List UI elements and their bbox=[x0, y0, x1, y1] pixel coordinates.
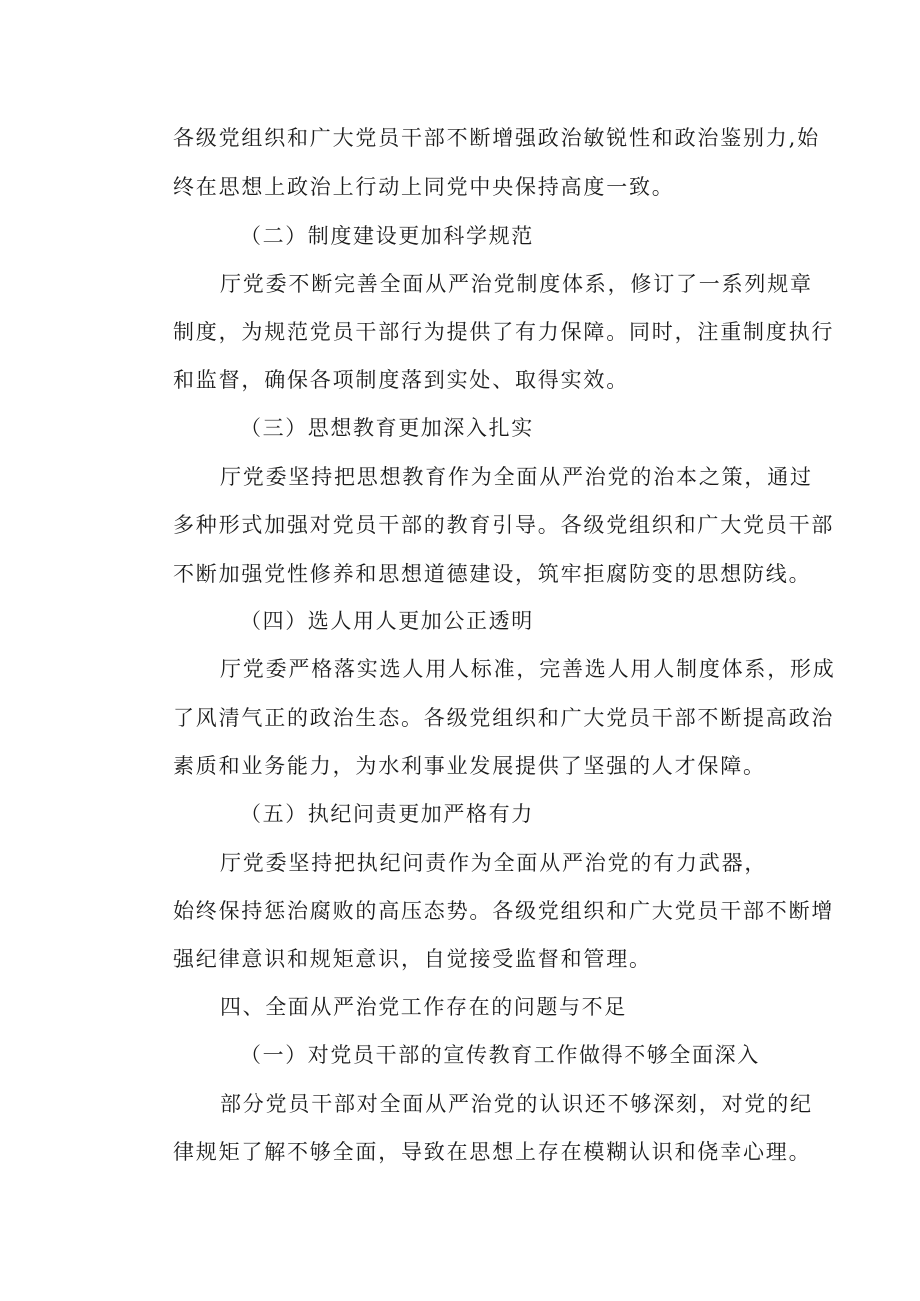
section-heading: （一）对党员干部的宣传教育工作做得不够全面深入 bbox=[240, 1043, 760, 1067]
paragraph-line: 终在思想上政治上行动上同党中央保持高度一致。 bbox=[173, 175, 675, 199]
section-heading: （三）思想教育更加深入扎实 bbox=[240, 416, 534, 440]
paragraph-line: 厅党委坚持把思想教育作为全面从严治党的治本之策，通过 bbox=[220, 465, 813, 489]
paragraph-line: 强纪律意识和规矩意识，自觉接受监督和管理。 bbox=[173, 947, 652, 971]
section-heading: （四）选人用人更加公正透明 bbox=[240, 609, 534, 633]
chapter-heading: 四、全面从严治党工作存在的问题与不足 bbox=[220, 995, 627, 1019]
paragraph-line: 不断加强党性修养和思想道德建设，筑牢拒腐防变的思想防线。 bbox=[173, 562, 812, 586]
paragraph-line: 和监督，确保各项制度落到实处、取得实效。 bbox=[173, 368, 629, 392]
section-heading: （五）执纪问责更加严格有力 bbox=[240, 802, 534, 826]
paragraph-line: 厅党委严格落实选人用人标准，完善选人用人制度体系，形成 bbox=[220, 657, 836, 681]
paragraph-line: 素质和业务能力，为水利事业发展提供了坚强的人才保障。 bbox=[173, 754, 766, 778]
paragraph-line: 始终保持惩治腐败的高压态势。各级党组织和广大党员干部不断增 bbox=[173, 899, 835, 923]
paragraph-line: 各级党组织和广大党员干部不断增强政治敏锐性和政治鉴别力,始 bbox=[173, 126, 820, 150]
paragraph-line: 制度，为规范党员干部行为提供了有力保障。同时，注重制度执行 bbox=[173, 320, 835, 344]
paragraph-line: 多种形式加强对党员干部的教育引导。各级党组织和广大党员干部 bbox=[173, 513, 835, 537]
paragraph-line: 厅党委不断完善全面从严治党制度体系，修订了一系列规章 bbox=[220, 272, 813, 296]
section-heading: （二）制度建设更加科学规范 bbox=[240, 224, 534, 248]
paragraph-line: 厅党委坚持把执纪问责作为全面从严治党的有力武器， bbox=[220, 851, 768, 875]
paragraph-line: 了风清气正的政治生态。各级党组织和广大党员干部不断提高政治 bbox=[173, 706, 835, 730]
paragraph-line: 部分党员干部对全面从严治党的认识还不够深刻，对党的纪 bbox=[220, 1092, 813, 1116]
paragraph-line: 律规矩了解不够全面，导致在思想上存在模糊认识和侥幸心理。 bbox=[173, 1140, 812, 1164]
